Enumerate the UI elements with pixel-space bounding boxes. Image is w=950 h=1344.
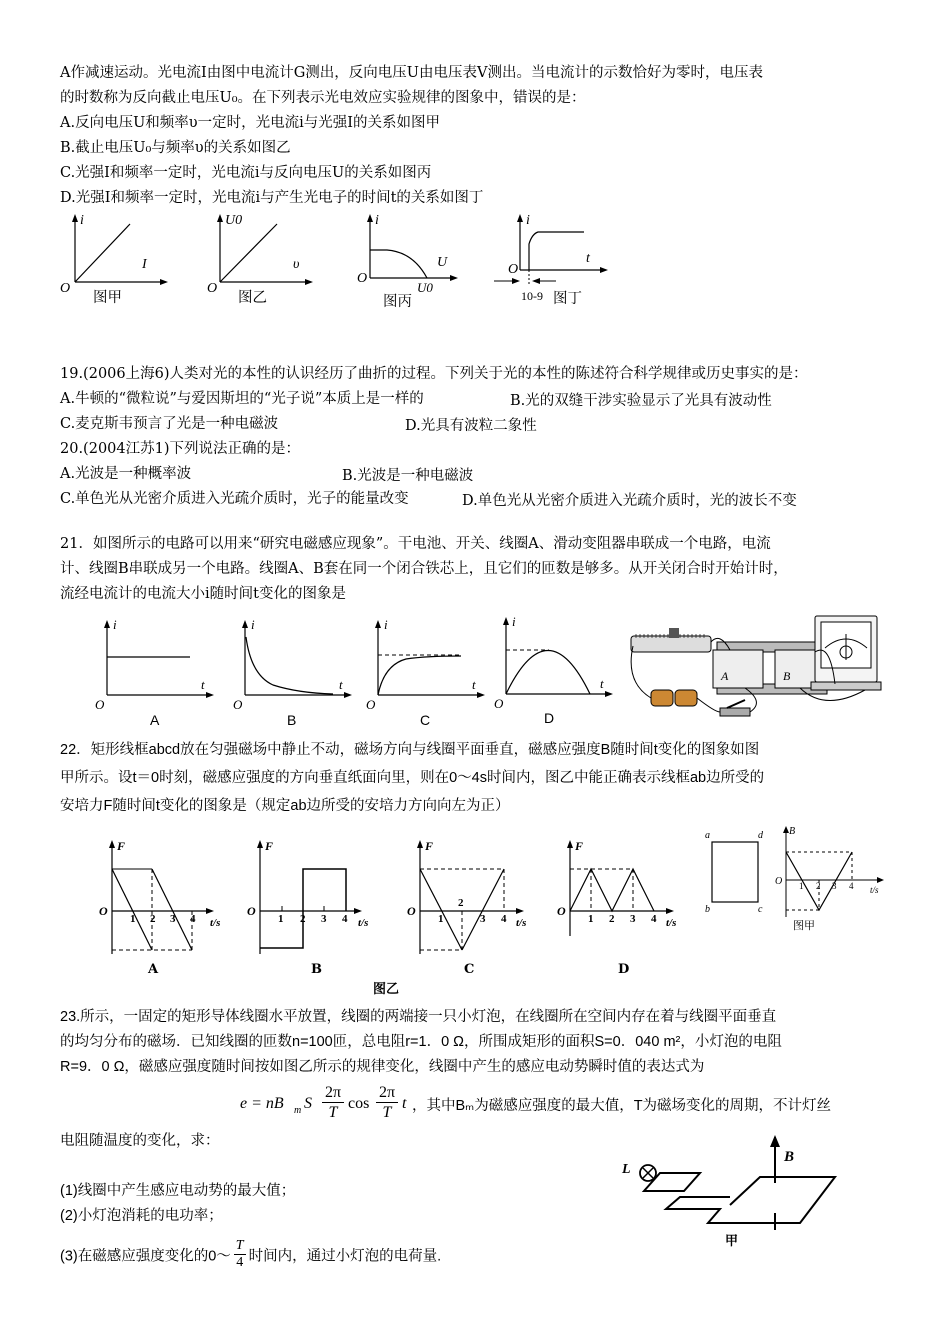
formula-t: t — [402, 1095, 407, 1112]
corner-a: a — [705, 830, 710, 841]
formula-frac2 — [376, 1083, 398, 1122]
formula-frac2-num: 2π — [376, 1083, 398, 1103]
q22-line-3: 安培力F随时间t变化的图象是（规定ab边所受的安培力方向向左为正） — [60, 798, 510, 814]
q22-a-f: F — [117, 839, 126, 853]
q21-graph-c-x: t — [472, 677, 476, 692]
q22-b-ts: t/s — [358, 917, 369, 929]
q22-c-origin: O — [407, 904, 416, 918]
q21-graph-d-y: i — [512, 614, 516, 629]
graph-jia-y-label: i — [80, 213, 84, 228]
q20-option-d: D.单色光从光密介质进入光疏介质时，光的波长不变 — [462, 493, 797, 509]
q21-label-a: A — [150, 712, 160, 728]
q21-graph-a — [95, 615, 220, 710]
q22-c-t1: 1 — [438, 913, 444, 925]
q21-graph-a-origin: O — [95, 697, 105, 712]
q22-d-origin: O — [557, 904, 566, 918]
q22-jia-origin: O — [775, 876, 783, 887]
graph-bing-u0: U0 — [417, 280, 433, 295]
graph-yi-x-label: υ — [293, 257, 300, 272]
q21-apparatus-illustration — [625, 612, 895, 727]
q19-option-b: B.光的双缝干涉实验显示了光具有波动性 — [510, 393, 772, 409]
q22-b-t4: 4 — [342, 913, 348, 925]
q21-graph-a-x: t — [201, 677, 205, 692]
q22-d-ts: t/s — [666, 917, 677, 929]
q21-line-3: 流经电流计的电流大小i随时间t变化的图象是 — [60, 586, 346, 602]
q22-label-c: C — [464, 962, 475, 977]
q22-jia-t3: 3 — [832, 881, 837, 891]
field-label: B — [784, 1149, 795, 1165]
q22-caption-jia: 图甲 — [793, 919, 815, 932]
graph-ding-origin: O — [508, 262, 519, 277]
q19-option-c: C.麦克斯韦预言了光是一种电磁波 — [60, 416, 279, 432]
q22-a-t3: 3 — [170, 913, 176, 925]
q22-a-t4: 4 — [190, 913, 196, 925]
q21-label-b: B — [287, 712, 297, 728]
caption-jia: 图甲 — [93, 290, 122, 306]
q21-graph-b-y: i — [251, 617, 255, 632]
q23-line-2: 的均匀分布的磁场．已知线圈的匝数n=100匝，总电阻r=1．0 Ω，所围成矩形的面积S=0．040 m²，小灯泡的电阻 — [60, 1034, 782, 1050]
q21-graph-b — [233, 615, 358, 710]
q23-sub-3-post: 时间内，通过小灯泡的电荷量. — [248, 1248, 442, 1265]
q21-graph-c — [366, 615, 491, 710]
q22-d-t2: 2 — [609, 913, 615, 925]
graph-ding-x-label: t — [586, 251, 590, 266]
q21-label-c: C — [420, 712, 431, 728]
formula-frac2-den: T — [382, 1104, 392, 1121]
q22-graph-b — [246, 836, 369, 961]
q23-sub-1: (1)线圈中产生感应电动势的最大值； — [60, 1183, 296, 1199]
coil-a-label: A — [721, 669, 729, 683]
q23-line-5: 电阻随温度的变化，求： — [60, 1133, 220, 1149]
caption-ding: 图丁 — [553, 291, 582, 307]
q23-sub-3 — [60, 1240, 441, 1273]
q18-option-c: C.光强I和频率一定时，光电流i与反向电压U的关系如图丙 — [60, 165, 432, 181]
q23-fig-caption: 甲 — [725, 1233, 739, 1248]
q22-label-a: A — [148, 962, 159, 977]
q22-b-t3: 3 — [321, 913, 327, 925]
q22-a-origin: O — [99, 904, 108, 918]
q20-stem: 20.(2004江苏1)下列说法正确的是： — [60, 441, 300, 457]
q22-line-1: 22．矩形线框abcd放在匀强磁场中静止不动，磁场方向与线圈平面垂直，磁感应强度B随时间t变化的图象如图 — [60, 742, 760, 758]
q21-graph-d-origin: O — [494, 696, 504, 711]
graph-yi-y-label: U0 — [225, 213, 243, 228]
q22-caption-yi: 图乙 — [373, 982, 400, 997]
formula-cos: cos — [348, 1095, 370, 1112]
graph-bing-y-label: i — [375, 213, 379, 228]
q23-fraction-num: T — [235, 1238, 244, 1253]
q21-graph-d — [494, 612, 619, 711]
q22-label-d: D — [618, 962, 630, 977]
q21-line-1: 21．如图所示的电路可以用来“研究电磁感应现象”。干电池、开关、线圈A、滑动变阻器串联成一个电路，电流 — [60, 536, 771, 552]
q22-frame-abcd — [702, 828, 772, 915]
graph-jia-origin: O — [60, 281, 71, 296]
q22-d-f: F — [575, 839, 584, 853]
q23-line-3: R=9．0 Ω，磁感应强度随时间按如图乙所示的规律变化，线圈中产生的感应电动势瞬时值的表达式为 — [60, 1059, 705, 1075]
formula-left: e = nB — [240, 1095, 284, 1112]
formula-frac1-den: T — [328, 1104, 338, 1121]
graph-jia-x-label: I — [142, 257, 147, 272]
q22-a-t2: 2 — [150, 913, 156, 925]
lamp-label: L — [622, 1162, 631, 1177]
q21-graph-c-origin: O — [366, 697, 376, 712]
q21-graph-c-y: i — [384, 617, 388, 632]
q22-d-t1: 1 — [588, 913, 594, 925]
q22-c-f: F — [425, 839, 434, 853]
q22-jia-t4: 4 — [849, 881, 854, 891]
corner-c: c — [758, 904, 763, 915]
q22-c-ts: t/s — [516, 917, 527, 929]
q22-b-t2: 2 — [300, 913, 306, 925]
q22-label-b: B — [311, 962, 322, 977]
q22-b-f: F — [265, 839, 274, 853]
q21-graph-a-y: i — [113, 617, 117, 632]
q18-option-a: A.反向电压U和频率υ一定时，光电流i与光强I的关系如图甲 — [60, 115, 440, 131]
graph-ding-mark: 10-9 — [521, 289, 543, 303]
graph-ding — [490, 210, 610, 305]
q22-d-t4: 4 — [651, 913, 657, 925]
graph-ding-y-label: i — [526, 213, 530, 228]
q23-sub-2: (2)小灯泡消耗的电功率； — [60, 1208, 223, 1224]
graph-bing-x-label: U — [437, 255, 448, 270]
q23-fraction — [234, 1238, 246, 1271]
corner-d: d — [758, 830, 763, 841]
q22-c-t4: 4 — [501, 913, 507, 925]
q22-graph-d — [556, 836, 681, 961]
formula-s: S — [304, 1095, 312, 1112]
q22-a-ts: t/s — [210, 917, 221, 929]
q19-option-a: A.牛顿的“微粒说”与爱因斯坦的“光子说”本质上是一样的 — [60, 391, 424, 407]
q20-option-c: C.单色光从光密介质进入光疏介质时，光子的能量改变 — [60, 491, 409, 507]
caption-bing: 图丙 — [383, 294, 412, 310]
formula-sub: m — [294, 1105, 302, 1116]
q23-coil-figure — [610, 1135, 840, 1255]
q21-label-d: D — [544, 710, 555, 726]
graph-yi-origin: O — [207, 281, 218, 296]
q20-option-b: B.光波是一种电磁波 — [342, 468, 474, 484]
q23-after-formula: ，其中Bₘ为磁感应强度的最大值，T为磁场变化的周期，不计灯丝 — [412, 1098, 832, 1114]
q20-option-a: A.光波是一种概率波 — [60, 466, 192, 482]
q21-line-2: 计、线圈B串联成另一个电路。线圈A、B套在同一个闭合铁芯上，且它们的匝数是够多。从开关闭合时开始计时， — [60, 561, 788, 577]
formula-frac1-num: 2π — [322, 1083, 344, 1103]
q18-line-1: A作减速运动。光电流I由图中电流计G测出，反向电压U由电压表V测出。当电流计的示数恰好为零时，电压表 — [60, 65, 763, 81]
q23-fraction-den: 4 — [236, 1255, 244, 1270]
q18-option-b: B.截止电压U₀与频率υ的关系如图乙 — [60, 140, 291, 156]
q23-line-1: 23.所示，一固定的矩形导体线圈水平放置，线圈的两端接一只小灯泡，在线圈所在空间内存在着与线圈平面垂直 — [60, 1009, 777, 1025]
q22-b-origin: O — [247, 904, 256, 918]
q19-option-d: D.光具有波粒二象性 — [405, 418, 537, 434]
q18-line-2: 的时数称为反向截止电压U₀。在下列表示光电效应实验规律的图象中，错误的是： — [60, 90, 586, 106]
q21-graph-b-x: t — [339, 677, 343, 692]
q22-a-t1: 1 — [130, 913, 136, 925]
graph-bing-origin: O — [357, 271, 368, 286]
q22-graph-a — [98, 836, 221, 961]
q22-jia-b: B — [789, 826, 796, 837]
q23-sub-3-pre: (3)在磁感应强度变化的0～ — [60, 1248, 231, 1265]
q22-graph-jia — [772, 822, 892, 922]
q22-jia-ts: t/s — [870, 885, 879, 895]
q22-jia-t2: 2 — [816, 881, 821, 891]
caption-yi: 图乙 — [238, 290, 267, 306]
q22-b-t1: 1 — [278, 913, 284, 925]
q22-line-2: 甲所示。设t＝0时刻，磁感应强度的方向垂直纸面向里，则在0～4s时间内，图乙中能正确表示线框ab边所受的 — [60, 770, 765, 786]
q22-jia-t1: 1 — [799, 881, 804, 891]
q21-graph-b-origin: O — [233, 697, 243, 712]
q22-d-t3: 3 — [630, 913, 636, 925]
q19-stem: 19.(2006上海6)人类对光的本性的认识经历了曲折的过程。下列关于光的本性的陈述符合科学规律或历史事实的是： — [60, 366, 808, 382]
q22-graph-c — [406, 836, 531, 961]
q18-option-d: D.光强I和频率一定时，光电流i与产生光电子的时间t的关系如图丁 — [60, 190, 484, 206]
formula-frac1 — [322, 1083, 344, 1122]
corner-b: b — [705, 904, 710, 915]
coil-b-label: B — [783, 669, 791, 683]
q22-c-t2: 2 — [458, 897, 464, 909]
q21-graph-d-x: t — [600, 676, 604, 691]
q22-c-t3: 3 — [480, 913, 486, 925]
